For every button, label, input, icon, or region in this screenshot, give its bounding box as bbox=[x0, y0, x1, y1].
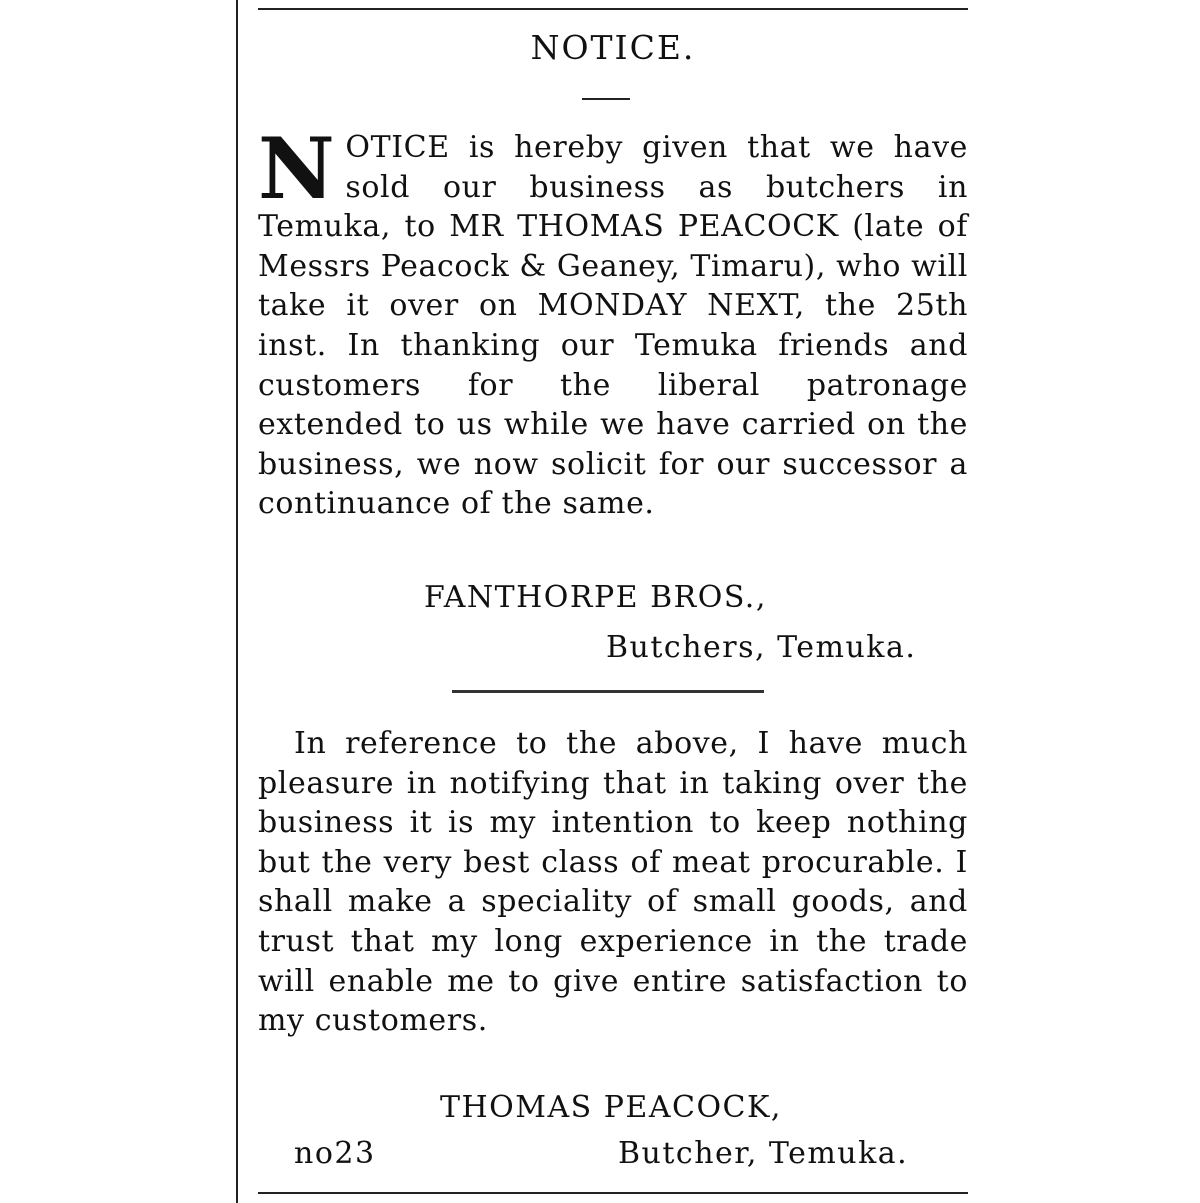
notice-heading: NOTICE. bbox=[530, 28, 696, 67]
signature-fanthorpe: FANTHORPE BROS., bbox=[424, 580, 767, 615]
heading-underline bbox=[582, 98, 630, 100]
signature-peacock-trade: Butcher, Temuka. bbox=[618, 1136, 909, 1171]
notice-paragraph bbox=[258, 119, 968, 524]
top-rule bbox=[258, 8, 968, 10]
column-divider bbox=[236, 0, 238, 1203]
reference-paragraph: In reference to the above, I have much pleasure in notifying that in taking over the business it is my intention to keep nothing but the very best class of meat procurable. I shall make a speciality of small goods, and trust that my long experience in the trade will enable me to give entire satisfaction to my customers. bbox=[258, 726, 968, 1039]
ad-code: no23 bbox=[294, 1136, 376, 1171]
signature-fanthorpe-trade: Butchers, Temuka. bbox=[606, 630, 917, 665]
signature-peacock: THOMAS PEACOCK, bbox=[440, 1090, 782, 1125]
bottom-rule bbox=[258, 1192, 968, 1194]
drop-cap: N bbox=[258, 119, 336, 218]
section-separator bbox=[452, 690, 764, 693]
notice-paragraph-text: OTICE is hereby given that we have sold our business as butchers in Temuka, to MR THOMAS PEACOCK (late of Messrs Peacock & Geaney, Timaru), who will take it over on MONDAY NEXT, the 25th inst. In thanking our Temuka friends and customers for the liberal patronage extended to us while we have carried on the business, we now solicit for our successor a continuance of the same. bbox=[258, 130, 968, 522]
